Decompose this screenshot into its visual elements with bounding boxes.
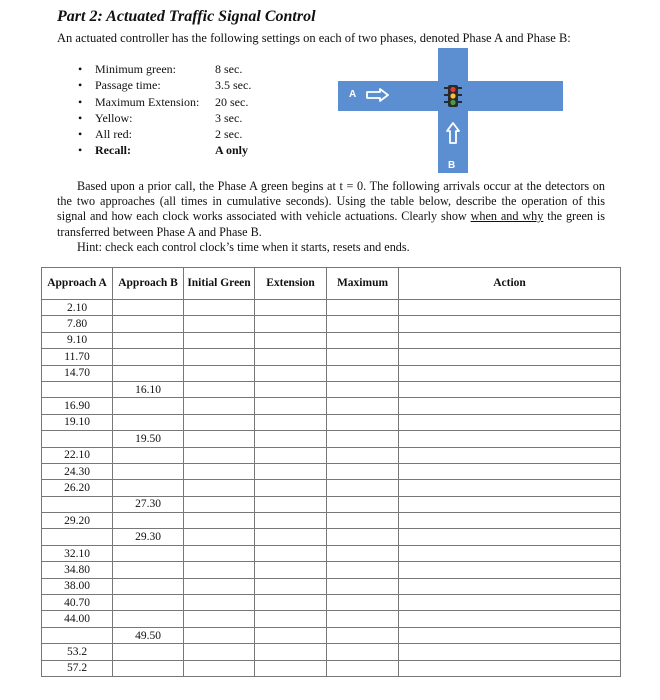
cell-approach-b: 49.50 — [113, 627, 184, 643]
cell-approach-b — [113, 660, 184, 676]
cell-initial-green[interactable] — [184, 349, 255, 365]
cell-action[interactable] — [399, 562, 621, 578]
cell-extension[interactable] — [255, 529, 327, 545]
table-row — [42, 398, 621, 414]
col-extension: Extension — [255, 268, 327, 300]
cell-approach-b — [113, 365, 184, 381]
cell-action[interactable] — [399, 381, 621, 397]
setting-label: All red: — [95, 127, 132, 142]
cell-maximum[interactable] — [327, 300, 399, 316]
hint-text: Hint: check each control clock’s time when it starts, resets and ends. — [77, 240, 410, 254]
table-row — [42, 529, 621, 545]
cell-approach-b — [113, 349, 184, 365]
cell-action[interactable] — [399, 627, 621, 643]
cell-extension[interactable] — [255, 562, 327, 578]
cell-maximum[interactable] — [327, 447, 399, 463]
table-row — [42, 431, 621, 447]
table-row — [42, 316, 621, 332]
bullet-icon: • — [78, 127, 83, 142]
cell-approach-a: 29.20 — [42, 513, 113, 529]
cell-approach-b — [113, 562, 184, 578]
cell-initial-green[interactable] — [184, 381, 255, 397]
table-row — [42, 627, 621, 643]
cell-approach-a: 14.70 — [42, 365, 113, 381]
table-row — [42, 447, 621, 463]
setting-value: 3.5 sec. — [215, 78, 252, 93]
cell-approach-a: 34.80 — [42, 562, 113, 578]
cell-extension[interactable] — [255, 349, 327, 365]
cell-action[interactable] — [399, 660, 621, 676]
setting-value: 20 sec. — [215, 94, 249, 109]
cell-initial-green[interactable] — [184, 644, 255, 660]
cell-initial-green[interactable] — [184, 545, 255, 561]
table-row — [42, 578, 621, 594]
cell-maximum[interactable] — [327, 414, 399, 430]
setting-value: 2 sec. — [215, 127, 243, 142]
cell-extension[interactable] — [255, 611, 327, 627]
cell-extension[interactable] — [255, 496, 327, 512]
setting-label: Yellow: — [95, 110, 133, 125]
setting-value: A only — [215, 143, 249, 158]
cell-maximum[interactable] — [327, 644, 399, 660]
cell-maximum[interactable] — [327, 496, 399, 512]
cell-maximum[interactable] — [327, 578, 399, 594]
intro-text: An actuated controller has the following settings on each of two phases, denoted Phase A and Phase B: — [57, 31, 571, 45]
cell-initial-green[interactable] — [184, 562, 255, 578]
cell-approach-b — [113, 595, 184, 611]
setting-label: Recall: — [95, 143, 131, 158]
table-row — [42, 496, 621, 512]
cell-approach-a: 44.00 — [42, 611, 113, 627]
col-maximum: Maximum — [327, 268, 399, 300]
cell-approach-a: 22.10 — [42, 447, 113, 463]
cell-maximum[interactable] — [327, 332, 399, 348]
cell-extension[interactable] — [255, 447, 327, 463]
cell-maximum[interactable] — [327, 381, 399, 397]
cell-extension[interactable] — [255, 480, 327, 496]
cell-initial-green[interactable] — [184, 447, 255, 463]
cell-approach-b — [113, 545, 184, 561]
cell-approach-a: 57.2 — [42, 660, 113, 676]
table-row — [42, 562, 621, 578]
cell-approach-b — [113, 332, 184, 348]
cell-approach-b — [113, 578, 184, 594]
cell-action[interactable] — [399, 595, 621, 611]
cell-action[interactable] — [399, 316, 621, 332]
cell-extension[interactable] — [255, 431, 327, 447]
cell-initial-green[interactable] — [184, 627, 255, 643]
cell-initial-green[interactable] — [184, 660, 255, 676]
cell-action[interactable] — [399, 545, 621, 561]
cell-maximum[interactable] — [327, 316, 399, 332]
cell-approach-a — [42, 627, 113, 643]
approach-b-label: B — [448, 160, 456, 171]
description-end: the green is transferred between Phase A and Phase B. — [57, 209, 606, 239]
cell-approach-b — [113, 300, 184, 316]
cell-approach-b — [113, 463, 184, 479]
cell-extension[interactable] — [255, 414, 327, 430]
cell-approach-a — [42, 496, 113, 512]
cell-approach-b — [113, 398, 184, 414]
cell-initial-green[interactable] — [184, 595, 255, 611]
cell-approach-a: 16.90 — [42, 398, 113, 414]
cell-approach-b — [113, 611, 184, 627]
cell-approach-b — [113, 644, 184, 660]
bullet-icon: • — [78, 94, 83, 109]
col-action: Action — [399, 268, 621, 300]
cell-initial-green[interactable] — [184, 463, 255, 479]
cell-action[interactable] — [399, 332, 621, 348]
bullet-icon: • — [78, 110, 83, 125]
bullet-icon: • — [78, 78, 83, 93]
setting-label: Minimum green: — [95, 62, 176, 76]
cell-action[interactable] — [399, 349, 621, 365]
cell-action[interactable] — [399, 398, 621, 414]
cell-extension[interactable] — [255, 316, 327, 332]
cell-approach-a — [42, 381, 113, 397]
table-row — [42, 595, 621, 611]
cell-approach-a: 40.70 — [42, 595, 113, 611]
cell-initial-green[interactable] — [184, 332, 255, 348]
cell-action[interactable] — [399, 365, 621, 381]
setting-value: 3 sec. — [215, 110, 243, 125]
cell-action[interactable] — [399, 611, 621, 627]
cell-action[interactable] — [399, 529, 621, 545]
cell-initial-green[interactable] — [184, 414, 255, 430]
cell-approach-a: 11.70 — [42, 349, 113, 365]
cell-extension[interactable] — [255, 332, 327, 348]
cell-extension[interactable] — [255, 300, 327, 316]
cell-initial-green[interactable] — [184, 496, 255, 512]
cell-extension[interactable] — [255, 381, 327, 397]
col-approach-b: Approach B — [113, 268, 184, 300]
cell-initial-green[interactable] — [184, 300, 255, 316]
table-row — [42, 349, 621, 365]
cell-maximum[interactable] — [327, 529, 399, 545]
table-header-row — [42, 268, 621, 300]
cell-extension[interactable] — [255, 595, 327, 611]
cell-initial-green[interactable] — [184, 316, 255, 332]
approach-b-road — [438, 48, 468, 173]
cell-initial-green[interactable] — [184, 513, 255, 529]
table-row — [42, 513, 621, 529]
cell-approach-b: 19.50 — [113, 431, 184, 447]
table-row — [42, 611, 621, 627]
setting-label: Passage time: — [95, 78, 161, 93]
cell-extension[interactable] — [255, 398, 327, 414]
table-row — [42, 365, 621, 381]
col-approach-a: Approach A — [42, 268, 113, 300]
cell-approach-a: 38.00 — [42, 578, 113, 594]
table-row — [42, 332, 621, 348]
table-row — [42, 660, 621, 676]
cell-extension[interactable] — [255, 578, 327, 594]
cell-extension[interactable] — [255, 513, 327, 529]
cell-maximum[interactable] — [327, 349, 399, 365]
traffic-signal-icon — [442, 84, 464, 108]
cell-initial-green[interactable] — [184, 431, 255, 447]
cell-approach-a: 9.10 — [42, 332, 113, 348]
right-arrow-icon — [366, 88, 390, 102]
cell-action[interactable] — [399, 300, 621, 316]
table-row — [42, 381, 621, 397]
description-text: Based upon a prior call, the Phase A green begins at t = 0. The following arrivals occur at the detectors on the two approaches (all times in cumulative seconds). Using the table below, describe the operation of this signal and how each clock works associated with vehicle actuations. Clearly show — [57, 179, 605, 224]
cell-approach-b — [113, 513, 184, 529]
cell-action[interactable] — [399, 578, 621, 594]
cell-maximum[interactable] — [327, 595, 399, 611]
cell-approach-a: 26.20 — [42, 480, 113, 496]
cell-approach-a: 7.80 — [42, 316, 113, 332]
cell-initial-green[interactable] — [184, 398, 255, 414]
bullet-icon: • — [78, 143, 83, 158]
cell-maximum[interactable] — [327, 431, 399, 447]
cell-maximum[interactable] — [327, 463, 399, 479]
cell-action[interactable] — [399, 463, 621, 479]
cell-extension[interactable] — [255, 545, 327, 561]
cell-extension[interactable] — [255, 365, 327, 381]
cell-approach-b: 27.30 — [113, 496, 184, 512]
cell-extension[interactable] — [255, 463, 327, 479]
cell-extension[interactable] — [255, 660, 327, 676]
cell-maximum[interactable] — [327, 545, 399, 561]
cell-maximum[interactable] — [327, 480, 399, 496]
cell-maximum[interactable] — [327, 611, 399, 627]
cell-approach-a: 19.10 — [42, 414, 113, 430]
part-title: Part 2: Actuated Traffic Signal Control — [57, 8, 316, 25]
cell-maximum[interactable] — [327, 562, 399, 578]
cell-action[interactable] — [399, 644, 621, 660]
up-arrow-icon — [446, 122, 460, 144]
cell-action[interactable] — [399, 414, 621, 430]
cell-action[interactable] — [399, 480, 621, 496]
cell-approach-b — [113, 480, 184, 496]
cell-initial-green[interactable] — [184, 611, 255, 627]
cell-extension[interactable] — [255, 644, 327, 660]
table-body — [42, 300, 621, 677]
description-underlined: when and why — [470, 209, 544, 224]
col-initial-green: Initial Green — [184, 268, 255, 300]
cell-maximum[interactable] — [327, 398, 399, 414]
cell-approach-a — [42, 431, 113, 447]
cell-approach-a: 32.10 — [42, 545, 113, 561]
cell-action[interactable] — [399, 447, 621, 463]
approach-a-label: A — [349, 89, 357, 100]
table-row — [42, 480, 621, 496]
cell-approach-b — [113, 447, 184, 463]
setting-label: Maximum Extension: — [95, 94, 200, 109]
cell-maximum[interactable] — [327, 627, 399, 643]
cell-approach-b: 29.30 — [113, 529, 184, 545]
table-row — [42, 545, 621, 561]
cell-approach-b — [113, 414, 184, 430]
cell-action[interactable] — [399, 496, 621, 512]
cell-approach-a — [42, 529, 113, 545]
cell-approach-a: 53.2 — [42, 644, 113, 660]
cell-maximum[interactable] — [327, 513, 399, 529]
description-paragraph — [57, 179, 605, 240]
table-row — [42, 300, 621, 316]
table-row — [42, 644, 621, 660]
cell-action[interactable] — [399, 513, 621, 529]
cell-initial-green[interactable] — [184, 365, 255, 381]
cell-initial-green[interactable] — [184, 480, 255, 496]
cell-approach-b: 16.10 — [113, 381, 184, 397]
cell-maximum[interactable] — [327, 365, 399, 381]
table-row — [42, 414, 621, 430]
cell-action[interactable] — [399, 431, 621, 447]
cell-approach-b — [113, 316, 184, 332]
cell-maximum[interactable] — [327, 660, 399, 676]
bullet-icon: • — [78, 62, 83, 76]
cell-approach-a: 24.30 — [42, 463, 113, 479]
cell-initial-green[interactable] — [184, 529, 255, 545]
cell-extension[interactable] — [255, 627, 327, 643]
arrivals-table — [41, 267, 621, 677]
cell-approach-a: 2.10 — [42, 300, 113, 316]
cell-initial-green[interactable] — [184, 578, 255, 594]
setting-value: 8 sec. — [215, 62, 243, 76]
table-row — [42, 463, 621, 479]
